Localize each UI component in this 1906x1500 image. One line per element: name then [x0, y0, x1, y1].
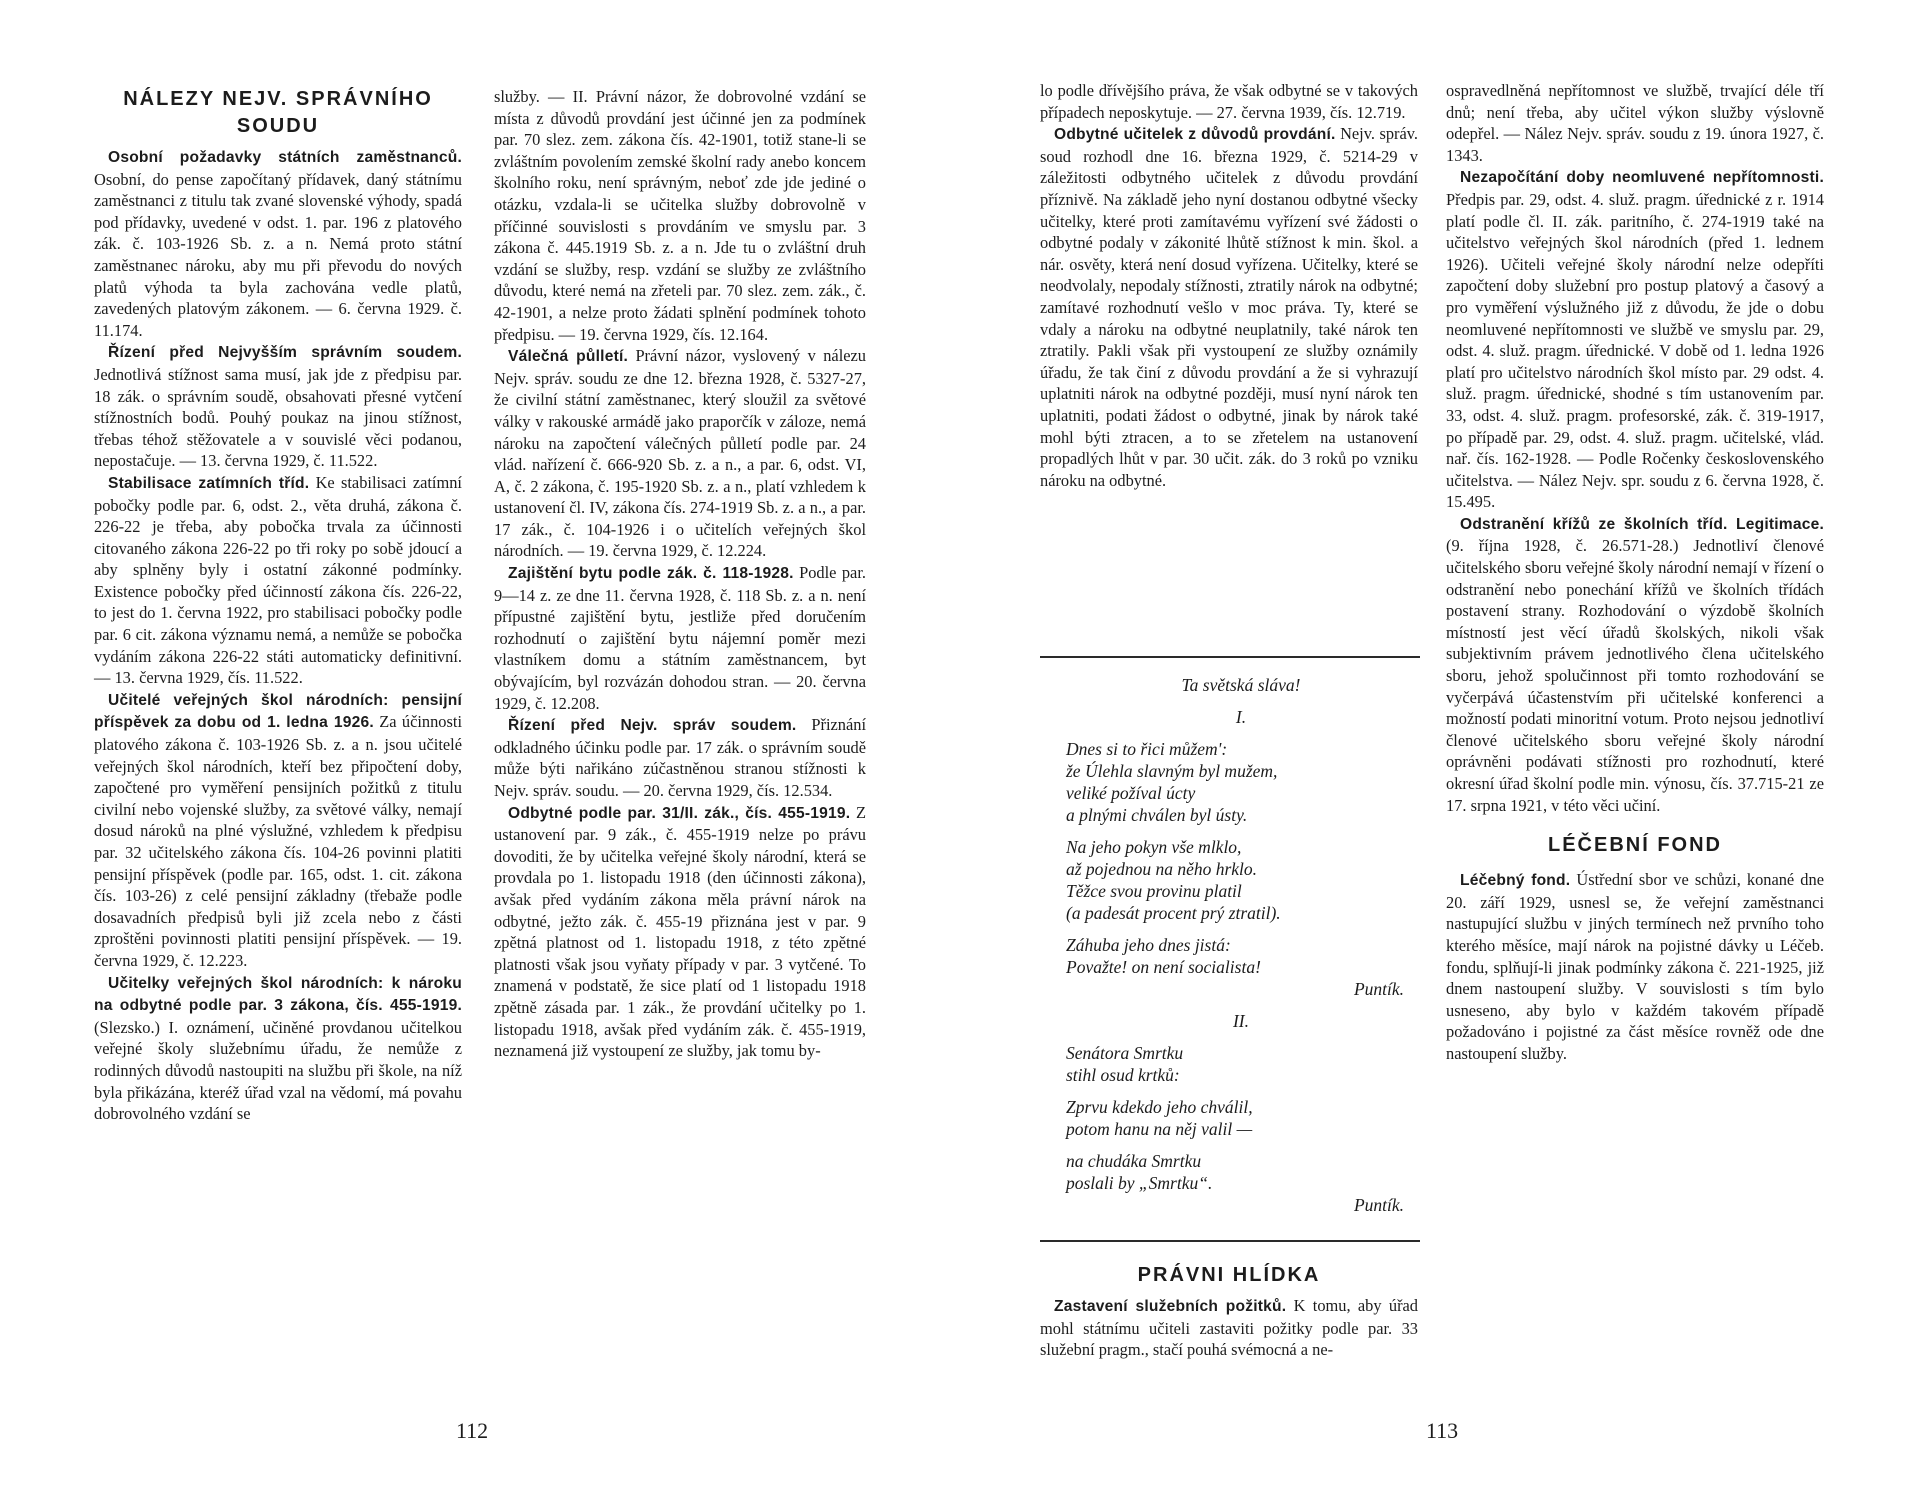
poem-title: Ta světská sláva! [1181, 675, 1301, 695]
paragraph [94, 972, 462, 1125]
column-3-lower [1040, 1262, 1418, 1361]
divider-rule-bottom [1040, 1240, 1420, 1242]
paragraph-lead: Odbytné učitelek z důvodů provdání. [1054, 126, 1336, 144]
paragraph-text: Předpis par. 29, odst. 4. služ. pragm. úřednické z r. 1914 platí podle čl. II. zák. paritního, č. 274-1919 také na učitelstvo veřejných škol národních (před 1. lednem 1926). Učiteli veřejné školy národní nelze odepříti započtení doby služební pro postup platový a časový a pro vyměření výslužného již z důvodu, že jde o dobu neomluvené nepřítomnosti ve službě ve smyslu par. 29, odst. 4. služ. pragm. úřednické. V době od 1. ledna 1926 platí pro učitelstvo národních škol místo par. 29 odst. 4. služ. pragm. úřednické, shodné s tím ustanovením par. 33, odst. 4. služ. pragm. profesorské, zák. č. 319-1917, po případě par. 29, odst. 4. služ. pragm. učitelské, vlád. nař. čís. 162-1928. — Podle Ročenky československého učitelstva. — Nález Nejv. spr. soudu z 6. června 1928, č. 15.495. [1446, 189, 1824, 512]
paragraph [1446, 513, 1824, 816]
section-heading-pravni-hlidka: PRÁVNI HLÍDKA [1137, 1264, 1321, 1286]
paragraph [1446, 869, 1824, 1064]
paragraph-lead: Odstranění křížů ze školních tříd. Legitimace. [1460, 515, 1824, 533]
paragraph [494, 714, 866, 801]
poem-line: na chudáka Smrtku [1066, 1151, 1202, 1171]
poem-signature: Puntík. [1353, 979, 1404, 999]
paragraph-lead: Řízení před Nejv. správ soudem. [508, 717, 797, 735]
poem-line: Považte! on není socialista! [1066, 957, 1261, 977]
paragraph-lead: Léčebný fond. [1460, 872, 1571, 890]
poem-part-numeral: II. [1232, 1011, 1250, 1031]
paragraph-lead: Stabilisace zatímních tříd. [108, 474, 310, 492]
poem-line: Těžce svou provinu platil [1066, 881, 1242, 901]
poem-line: že Úlehla slavným byl mužem, [1066, 761, 1278, 781]
paragraph [94, 689, 462, 972]
section-heading-nalezy: NÁLEZY NEJV. SPRÁVNÍHO SOUDU [123, 88, 433, 137]
paragraph-lead: Nezapočítání doby neomluvené nepřítomnosti. [1460, 169, 1824, 187]
paragraph-text: Osobní, do pense započítaný přídavek, daný státnímu zaměstnanci z titulu tak zvané slovenské výhody, spadá pod přídavky, uvedené v odst. 1. par. 196 z platového zák. č. 103-1926 Sb. z. a n. Nemá proto státní zaměstnanec nároku, aby mu při převodu do nových platů výhoda ta byla zachována vedle platů, zavedených platovým zákonem. — 6. června 1929. č. 11.174. [94, 169, 462, 340]
paragraph-text: ospravedlněná nepřítomnost ve službě, trvající déle tří dnů; není třeba, aby učitel výkon služby výslovně odepřel. — Nález Nejv. správ. soudu z 19. února 1927, č. 1343. [1446, 81, 1824, 165]
paragraph-text: služby. — II. Právní názor, že dobrovolné vzdání se místa z důvodů provdání jest účinné jen za podmínek par. 70 slez. zem. zákona čís. 42-1901, totiž stane-li se zvláštním povolením zemské školní rady anebo koncem školního roku, není správným, neboť zde jde jediné o otázku, vzdala-li se učitelka služby dobrovolně v příčinné souvislosti s provdáním ve smyslu par. 3 zákona č. 445.1919 Sb. z. a n. Jde tu o zvláštní druh vzdání se služby, resp. vzdání se služby ze zvláštního důvodu, které nemá na zřeteli par. 70 slez. zem. zák., č. 42-1901, a nelze proto žádati splnění podmínek tohoto předpisu. — 19. června 1929, čís. 12.164. [494, 87, 866, 344]
paragraph-text: (Slezsko.) I. oznámení, učiněné provdanou učitelkou veřejné školy služebnímu úřadu, že nemůže z rodinných důvodů nastoupiti na službu při škole, na níž byla přikázána, kteréž úřad vzal na vědomí, má povahu dobrovolného vzdání se [94, 1017, 462, 1124]
paragraph [94, 146, 462, 341]
paragraph-text: Ústřední sbor ve schůzi, konané dne 20. září 1929, usnesl se, že veřejní zaměstnanci nastupující službu v jiných termínech než prvního toho kterého měsíce, mají nárok na pojistné dávky u Léčeb. fondu, splňují-li jinak podmínky zákona č. 221-1925, již dnem nastoupení služby. V souvislosti s tím bylo usneseno, aby bylo v každém takovém případě požadováno i pojistné za část měsíce rovněž ode dne nastoupení služby. [1446, 870, 1824, 1063]
paragraph-text: Podle par. 9—14 z. ze dne 11. června 1928, č. 118 Sb. z. a n. není přípustné zajištění bytu, jestliže před doručením rozhodnutí o zajištění bytu nájemní poměr mezi vlastníkem domu a státním zaměstnancem, byt obývajícím, byl rozvázán dohodou stran. — 20. června 1929, č. 12.208. [494, 563, 866, 713]
column-2 [494, 86, 866, 1062]
poem [1066, 674, 1416, 1216]
paragraph-lead: Zajištění bytu podle zák. č. 118-1928. [508, 565, 794, 583]
poem-line: (a padesát procent prý ztratil). [1066, 903, 1281, 923]
paragraph-text: Nejv. správ. soud rozhodl dne 16. března 1929, č. 5214-29 v záležitosti odbytného učitelek z důvodu provdání příznivě. Na základě jeho nyní dostanou odbytné všecky učitelky, které proti zamítavému vyřízení své žádosti o odbytné podaly v zákonité lhůtě stížnost k min. škol. a nár. osvěty, která není dosud vyřízena. Učitelky, které se neodvolaly, nepodaly stížnosti, ztratily nárok na odbytné; zamítavé rozhodnutí vešlo v moc práva. Ty, které se vdaly a nároku na odbytné neuplatnily, také nárok ten ztratily. Pakli však při vystoupení ze služby oznámily úřadu, že tak činí z důvodu provdání a že si vyhrazují uplatniti nárok na odbytné později, musí nyní nárok ten uplatniti, podati žádost o odbytné, jinak by nárok také mohl býti ztracen, a to se zřetelem na ustanovení propadlých lhůt v par. 30 učit. zák. do 3 roků po vzniku nároku na odbytné. [1040, 124, 1418, 490]
paragraph [1040, 1295, 1418, 1361]
poem-line: veliké požíval úcty [1066, 783, 1196, 803]
paragraph [94, 472, 462, 689]
paragraph-list [94, 146, 462, 1125]
column-3 [1040, 80, 1418, 491]
poem-line: Na jeho pokyn vše mlklo, [1066, 837, 1242, 857]
poem-stanza [1066, 836, 1416, 924]
page-number-right: 113 [1426, 1418, 1459, 1443]
section-heading-lecebni-fond: LÉČEBNÍ FOND [1548, 834, 1722, 857]
paragraph-lead: Učitelé veřejných škol národních: pensijní příspěvek za dobu od 1. ledna 1926. [94, 691, 462, 732]
paragraph [494, 345, 866, 562]
poem-line: Záhuba jeho dnes jistá: [1066, 935, 1231, 955]
paragraph-lead: Zastavení služebních požitků. [1054, 1298, 1287, 1315]
poem-stanza [1066, 934, 1416, 978]
paragraph [1446, 166, 1824, 513]
poem-stanza [1066, 1150, 1416, 1194]
poem-line: a plnými chválen byl ústy. [1066, 805, 1248, 825]
page-number-left: 112 [456, 1418, 489, 1443]
column-1 [94, 86, 462, 1125]
poem-line: až pojednou na něho hrklo. [1066, 859, 1258, 879]
poem-line: Zprvu kdekdo jeho chválil, [1066, 1097, 1253, 1117]
poem-stanza [1066, 1096, 1416, 1140]
paragraph-lead: Učitelky veřejných škol národních: k nároku na odbytné podle par. 3 zákona, čís. 455-1919. [94, 974, 462, 1015]
paragraph [1446, 80, 1824, 166]
paragraph-list [494, 86, 866, 1062]
paragraph-text: Přiznání odkladného účinku podle par. 17 zák. o správním soudě může býti nařikáno zúčastněnou stranou stížnosti k Nejv. správ. soudu. — 20. června 1929, čís. 12.534. [494, 715, 866, 800]
paragraph [1040, 123, 1418, 491]
paragraph-text: (9. října 1928, č. 26.571-28.) Jednotliví členové učitelského sboru veřejné školy národní nemají v řízení o odstranění nebo ponechání křížů ve školních třídách postavení strany. Rozhodování o výzdobě školních místností jest věcí úřadů školských, nikoli však subjektivním právem jednotlivého člena učitelského sboru, jehož spolučinnost při tomto rozhodování se vyčerpává účastenstvím při učitelské konferenci a možností podati minoritní votum. Proto nejsou jednotliví členové učitelského sboru veřejné školy národní oprávněni podávati stížnosti pro rozhodnutí, které okresní úřad školní podle min. výnosu, čís. 37.715-21 ze 17. srpna 1921, v této věci učiní. [1446, 536, 1824, 815]
poem-signature: Puntík. [1353, 1195, 1404, 1215]
poem-line: poslali by „Smrtku“. [1066, 1173, 1213, 1193]
paragraph-list [1040, 1295, 1418, 1361]
paragraph [494, 802, 866, 1062]
paragraph-list [1446, 80, 1824, 816]
paragraph-text: Z ustanovení par. 9 zák., č. 455-1919 nelze po právu dovoditi, že by učitelka veřejné školy národní, která se provdala po 1. listopadu 1918 (den účinnosti zákona), avšak před vydáním zákona měla právní nárok na odbytné, ježto zák. č. 455-19 přiznána jest v par. 9 zpětná platnost od 1. listopadu 1918, z této zpětné platnosti však jsou vyňaty případy v par. 3 vytčené. To znamená v podstatě, že sice platí od 1 listopadu 1918 zpětně zásada par. 1 zák., že provdání učitelky po 1. listopadu 1918, avšak před vydáním zák. č. 455-1919, neznamená již vystoupení ze služby, jak tomu by- [494, 802, 866, 1061]
paragraph [94, 341, 462, 472]
paragraph-text: lo podle dřívějšího práva, že však odbytné se v takových případech neposkytuje. — 27. června 1939, čís. 12.719. [1040, 81, 1418, 122]
paragraph [494, 86, 866, 345]
poem-line: stihl osud krtků: [1066, 1065, 1180, 1085]
poem-line: potom hanu na něj valil — [1066, 1119, 1253, 1139]
poem-part-numeral: I. [1235, 707, 1247, 727]
paragraph [494, 562, 866, 714]
divider-rule-top [1040, 656, 1420, 658]
paragraph-list [1446, 869, 1824, 1064]
poem-stanza [1066, 1042, 1416, 1086]
paragraph-text: Ke stabilisaci zatímní pobočky podle par. 6, odst. 2., věta druhá, zákona č. 226-22 je třeba, aby pobočka trvala za účinnosti citovaného zákona 226-22 po tři roky po sobě jdoucí a aby splněny byly i ostatní zákonné podmínky. Existence pobočky před účinností zákona čís. 226-22, to jest do 1. června 1922, pro stabilisaci pobočky podle par. 6 cit. zákona významu nemá, a nemůže se pobočka vydáním zákona 226-22 státi automaticky definitivní. — 13. června 1929, čís. 11.522. [94, 472, 462, 688]
paragraph-lead: Válečná půlletí. [508, 348, 629, 366]
poem-stanza [1066, 738, 1416, 826]
paragraph-list [1040, 80, 1418, 491]
poem-line: Senátora Smrtku [1066, 1043, 1184, 1063]
paragraph [1040, 80, 1418, 123]
poem-line: Dnes si to řici můžem': [1066, 739, 1228, 759]
paragraph-text: Právní názor, vyslovený v nálezu Nejv. správ. soudu ze dne 12. března 1928, č. 5327-27, že civilní státní zaměstnanec, který sloužil za světové války v rakouské armádě jako praporčík v záloze, nemá nároku na započtení válečných půlletí podle par. 24 vlád. nařízení č. 666-920 Sb. z. a n., a par. 6, odst. VI, A, č. 2 zákona, č. 195-1920 Sb. z. a n., platí vzhledem k ustanovení čl. IV, zákona čís. 274-1919 Sb. z. a n., a par. 17 zák., č. 104-1926 i o učitelích veřejných škol národních. — 19. června 1929, č. 12.224. [494, 346, 866, 561]
paragraph-lead: Řízení před Nejvyšším správním soudem. [108, 344, 462, 362]
paragraph-lead: Odbytné podle par. 31/II. zák., čís. 455-1919. [508, 804, 851, 822]
paragraph-lead: Osobní požadavky státních zaměstnanců. [108, 149, 462, 166]
paragraph-text: Jednotlivá stížnost sama musí, jak jde z předpisu par. 18 zák. o správním soudě, obsahovati přesné vytčení stížnostních bodů. Pouhý poukaz na jinou stížnost, třebas téhož stěžovatele a v souvislé věci podanou, nepostačuje. — 13. června 1929, č. 11.522. [94, 364, 462, 471]
paragraph-text: K tomu, aby úřad mohl státnímu učiteli zastaviti požitky podle par. 33 služební pragm., stačí pouhá svémocná a ne- [1040, 1296, 1418, 1360]
paragraph-text: Za účinnosti platového zákona č. 103-1926 Sb. z. a n. jsou učitelé veřejných škol národních, kteří bez připočtení doby, započtené pro vyměření pensijních požitků z titulu civilní nebo vojenské služby, za světové války, nemají dosud nároků na plné výslužné, vzhledem k předpisu par. 32 učitelského zákona čís. 104-26 povinni platiti pensijní příspěvek (podle par. 165, odst. 1. cit. zákona čís. 103-26) z celé pensijní základny (třebaže podle dosavadních předpisů byli již zcela nebo z části zproštěni povinnosti platiti pensijní příspěvek. — 19. června 1929, č. 12.223. [94, 712, 462, 970]
column-4 [1446, 80, 1824, 1065]
